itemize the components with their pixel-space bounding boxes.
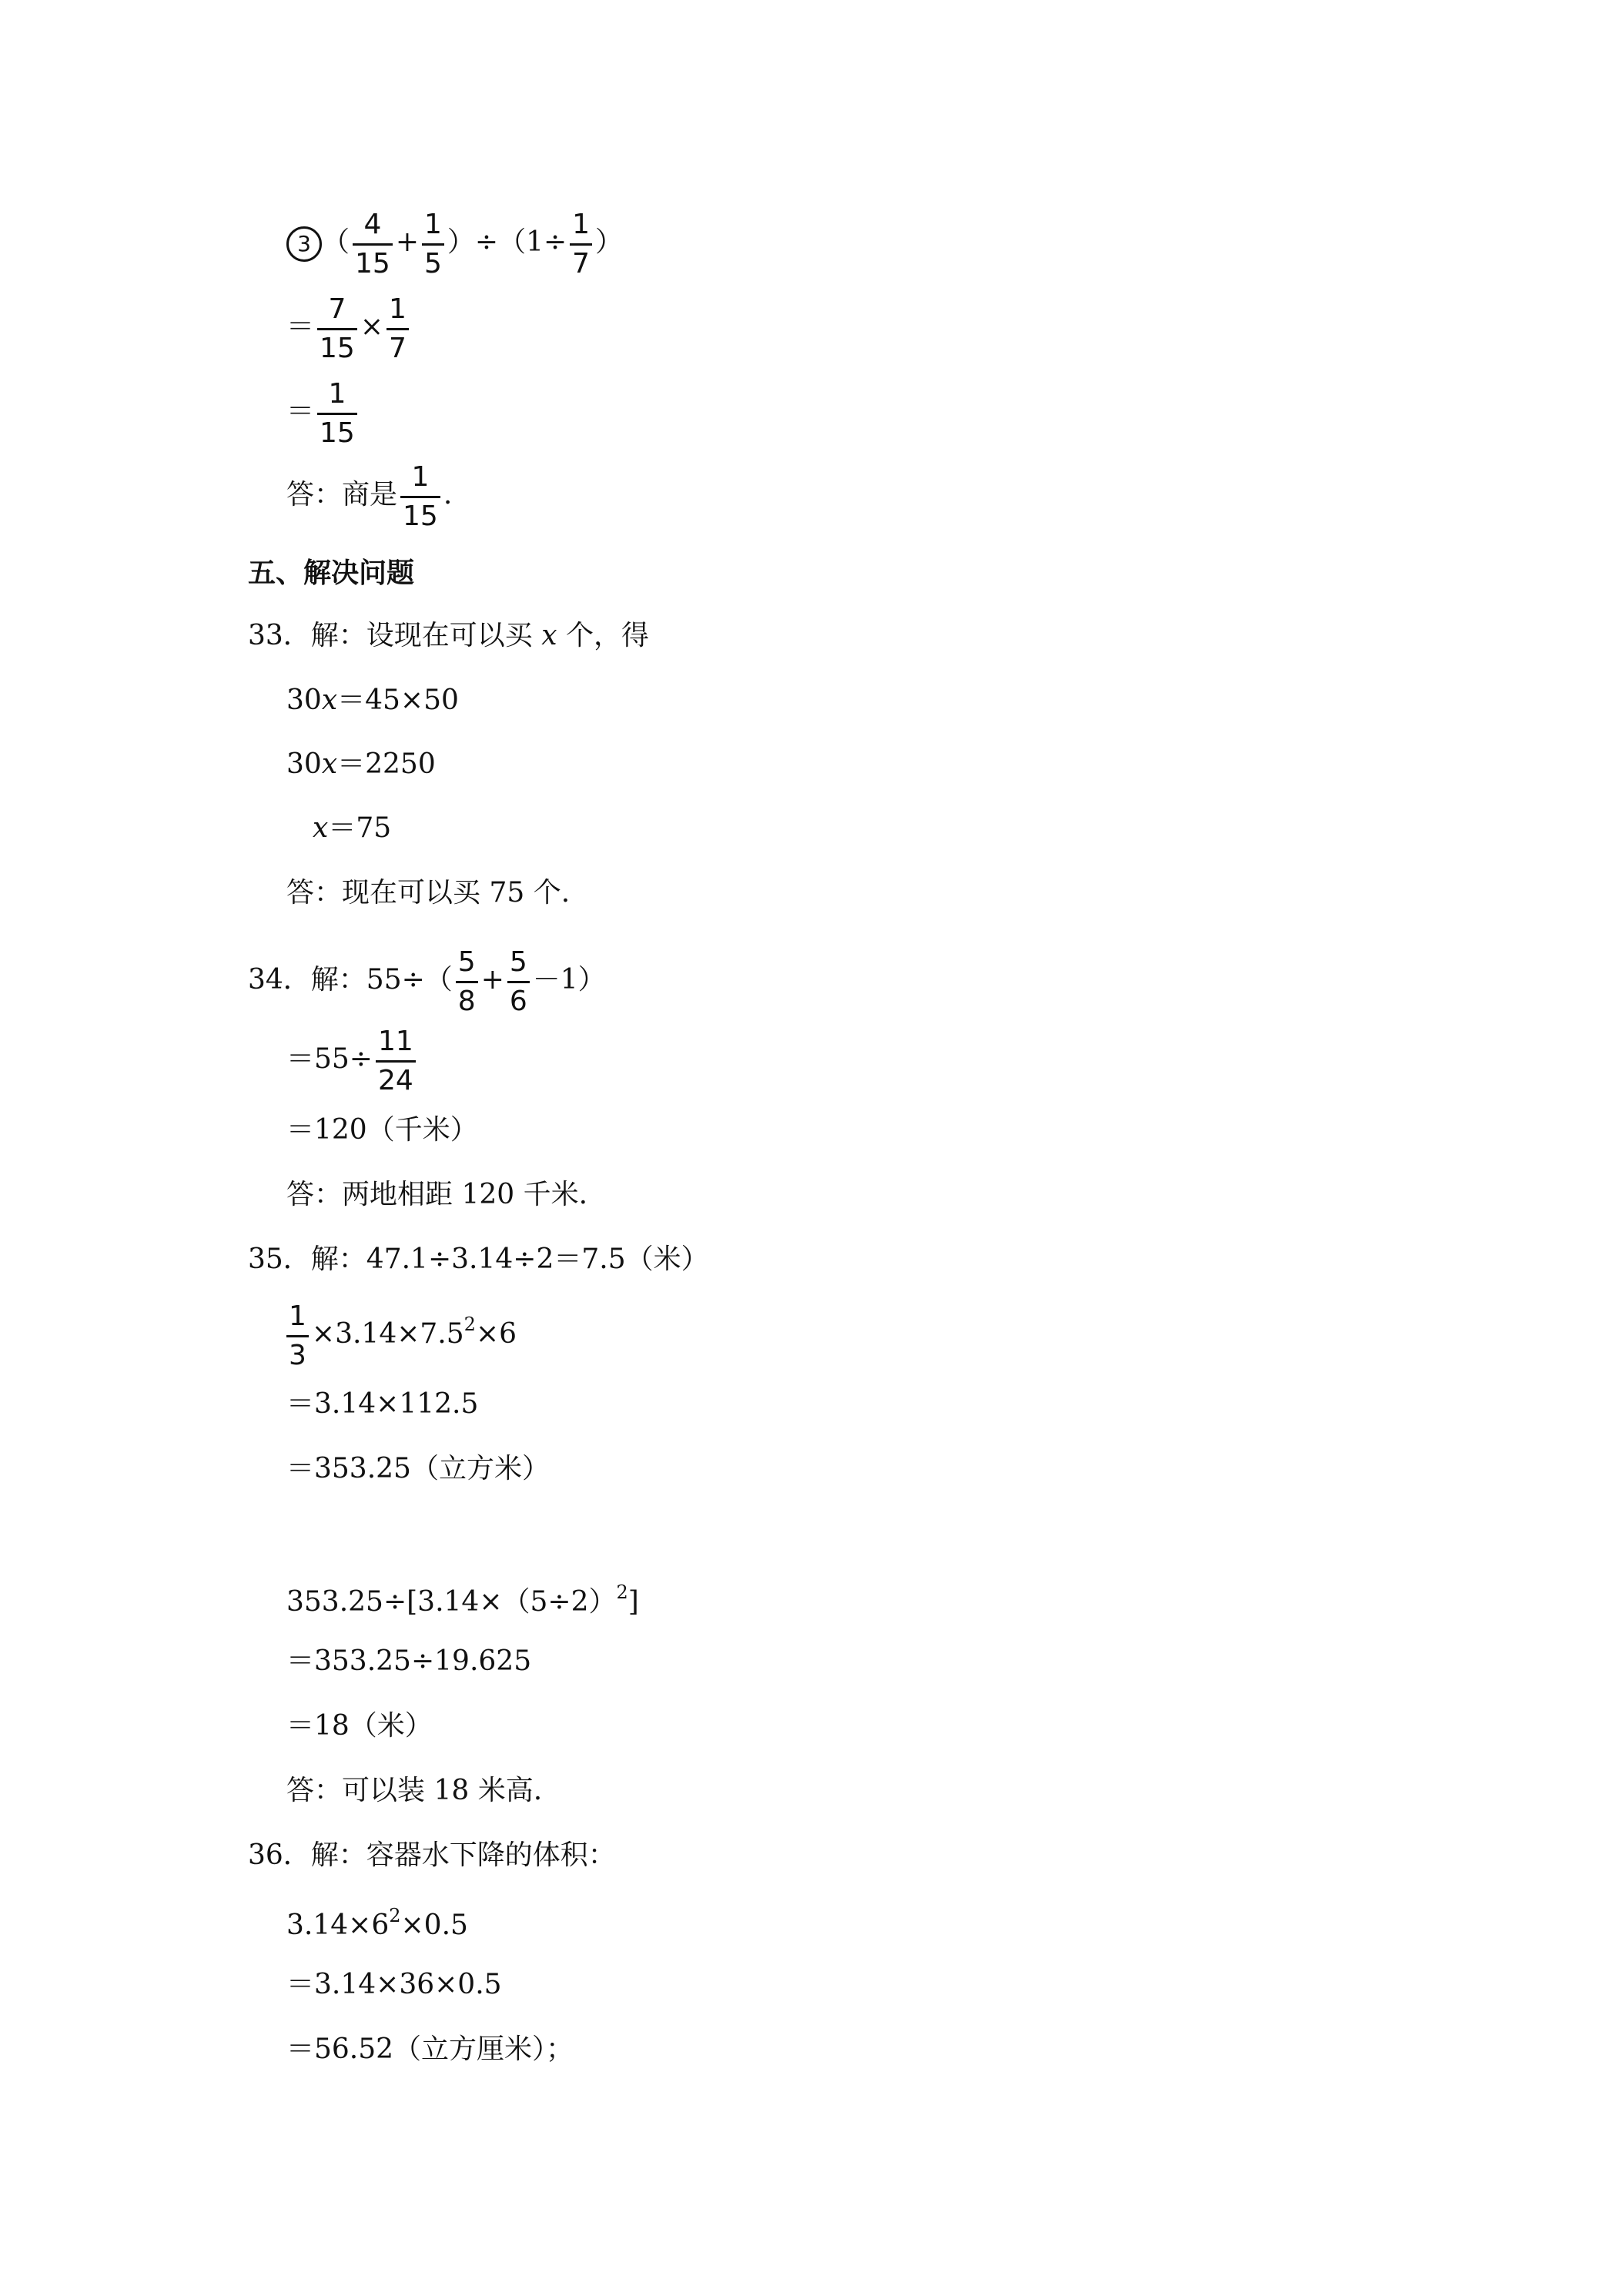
q36-equation-3: ＝56.52（立方厘米）； [286,2033,574,2065]
p3-step-3: ＝ $\frac{1}{15}$ [286,379,360,448]
fraction: $\frac{1}{7}$ [387,294,409,363]
section-heading: 五、解决问题 [248,557,415,589]
circled-number-3: 3 [286,226,322,262]
q35-equation-5: ＝353.25÷19.625 [286,1645,532,1677]
fraction: $\frac{1}{3}$ [286,1301,309,1371]
q35-equation-6: ＝18（米） [286,1710,433,1742]
q33-equation-3: x＝75 [313,812,392,844]
q34-answer: 答：两地相距 120 千米. [286,1179,588,1210]
q36-equation-1: $3.14\times 6^2\times 0.5$ [286,1905,468,1941]
p3-answer: 答：商是 $\frac{1}{15}$ . [286,461,453,532]
q35-equation-2: ＝3.14×112.5 [286,1388,479,1420]
p3-expression-line: 3 （ $\frac{4}{15}$ + $\frac{1}{5}$ ）÷（1÷ $\frac{1}{7}$ ） [286,209,623,279]
q35-equation-1: $\frac{1}{3}$ $\times 3.14\times 7.5^2\times 6$ [286,1301,517,1371]
fraction: $\frac{1}{15}$ [317,379,357,448]
fraction: $\frac{1}{15}$ [400,462,440,531]
q33-equation-2: 30x＝2250 [286,748,436,780]
fraction: $\frac{4}{15}$ [353,209,393,279]
q36-heading: 36．解：容器水下降的体积： [248,1839,616,1871]
q34-step-2: ＝55÷ $\frac{11}{24}$ [286,1026,419,1096]
fraction: $\frac{11}{24}$ [376,1026,416,1096]
q35-equation-4: $353.25\div[3.14\times(5\div 2)^2]$ [286,1581,639,1618]
p3-step-2: ＝ $\frac{7}{15}$ × $\frac{1}{7}$ [286,294,412,363]
fraction: $\frac{5}{6}$ [507,947,530,1016]
fraction: $\frac{1}{7}$ [570,209,592,279]
fraction: $\frac{5}{8}$ [456,947,478,1016]
q35-heading: 35．解：47.1÷3.14÷2＝7.5（米） [248,1243,709,1275]
q36-equation-2: ＝3.14×36×0.5 [286,1969,502,2000]
q34-heading: 34．解：55÷（ $\frac{5}{8}$ + $\frac{5}{6}$ －1） [248,946,606,1017]
fraction: $\frac{1}{5}$ [422,209,444,279]
q34-step-3: ＝120（千米） [286,1114,478,1146]
q33-equation-1: 30x＝45×50 [286,684,459,716]
q35-equation-3: ＝353.25（立方米） [286,1453,550,1484]
fraction: $\frac{7}{15}$ [317,294,357,363]
q35-answer: 答：可以装 18 米高. [286,1775,543,1806]
q33-heading: 33．解：设现在可以买 x 个，得 [248,620,650,651]
q33-answer: 答：现在可以买 75 个. [286,877,571,909]
